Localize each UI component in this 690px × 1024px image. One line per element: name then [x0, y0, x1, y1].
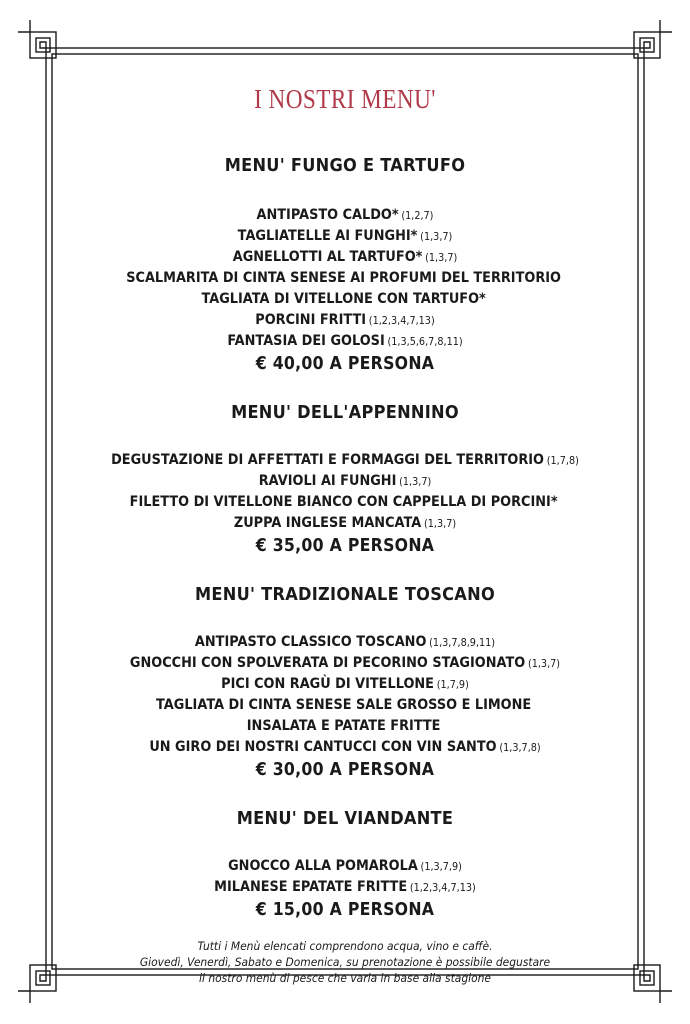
menu-item: ANTIPASTO CALDO* (1,2,7) — [256, 207, 434, 223]
menu-title: MENU' FUNGO E TARTUFO — [224, 155, 466, 176]
menu-items-list — [60, 205, 630, 352]
menu-items-list — [60, 856, 630, 898]
menu-item: RAVIOLI AI FUNGHI (1,3,7) — [258, 473, 432, 489]
footer-line: il nostro menù di pesce che varia in base alla stagione — [198, 971, 491, 985]
menu-title: MENU' DELL'APPENNINO — [231, 402, 459, 423]
menu-title: MENU' DEL VIANDANTE — [236, 808, 454, 829]
menu-item: DEGUSTAZIONE DI AFFETTATI E FORMAGGI DEL TERRITORIO (1,7,8) — [111, 452, 579, 468]
menu-item: GNOCCO ALLA POMAROLA (1,3,7,9) — [228, 858, 462, 874]
footer-line: Giovedì, Venerdì, Sabato e Domenica, su prenotazione è possibile degustare — [139, 955, 551, 969]
corner-ornament-bottom-left-icon — [18, 965, 56, 1003]
menu-section-fungo-tartufo — [60, 155, 630, 376]
menu-item: INSALATA E PATATE FRITTE — [246, 718, 441, 734]
menu-content — [60, 84, 630, 986]
menu-title: MENU' TRADIZIONALE TOSCANO — [195, 584, 495, 605]
corner-ornament-top-left-icon — [18, 20, 56, 58]
menu-item: AGNELLOTTI AL TARTUFO* (1,3,7) — [232, 249, 458, 265]
corner-ornament-top-right-icon — [634, 20, 672, 58]
menu-item: ZUPPA INGLESE MANCATA (1,3,7) — [233, 515, 457, 531]
menu-item: TAGLIATELLE AI FUNGHI* (1,3,7) — [237, 228, 453, 244]
menu-item: FANTASIA DEI GOLOSI (1,3,5,6,7,8,11) — [227, 333, 463, 349]
page-title: I NOSTRI MENU' — [254, 84, 436, 114]
menu-section-tradizionale-toscano — [60, 584, 630, 782]
menu-section-appennino — [60, 402, 630, 558]
menu-item: UN GIRO DEI NOSTRI CANTUCCI CON VIN SANTO (1,3,7,8) — [149, 739, 541, 755]
footer-line: Tutti i Menù elencati comprendono acqua, vino e caffè. — [197, 939, 493, 953]
menu-item: PORCINI FRITTI (1,2,3,4,7,13) — [255, 312, 435, 328]
menu-price: € 15,00 A PERSONA — [255, 900, 435, 920]
menu-item: MILANESE EPATATE FRITTE (1,2,3,4,7,13) — [214, 879, 476, 895]
menu-item: FILETTO DI VITELLONE BIANCO CON CAPPELLA DI PORCINI* — [129, 494, 558, 510]
menu-items-list — [60, 450, 630, 534]
menu-item: ANTIPASTO CLASSICO TOSCANO (1,3,7,8,9,11) — [194, 634, 496, 650]
menu-item: PICI CON RAGÙ DI VITELLONE (1,7,9) — [221, 676, 469, 692]
menu-items-list — [60, 632, 630, 758]
menu-price: € 35,00 A PERSONA — [255, 536, 435, 556]
menu-item: SCALMARITA DI CINTA SENESE AI PROFUMI DEL TERRITORIO — [126, 270, 561, 286]
menu-item: TAGLIATA DI CINTA SENESE SALE GROSSO E LIMONE — [156, 697, 532, 713]
menu-price: € 40,00 A PERSONA — [255, 354, 435, 374]
footer-note — [60, 938, 630, 986]
menu-item: GNOCCHI CON SPOLVERATA DI PECORINO STAGIONATO (1,3,7) — [129, 655, 561, 671]
menu-item: TAGLIATA DI VITELLONE CON TARTUFO* — [201, 291, 486, 307]
menu-price: € 30,00 A PERSONA — [255, 760, 435, 780]
corner-ornament-bottom-right-icon — [634, 965, 672, 1003]
menu-section-viandante — [60, 808, 630, 922]
